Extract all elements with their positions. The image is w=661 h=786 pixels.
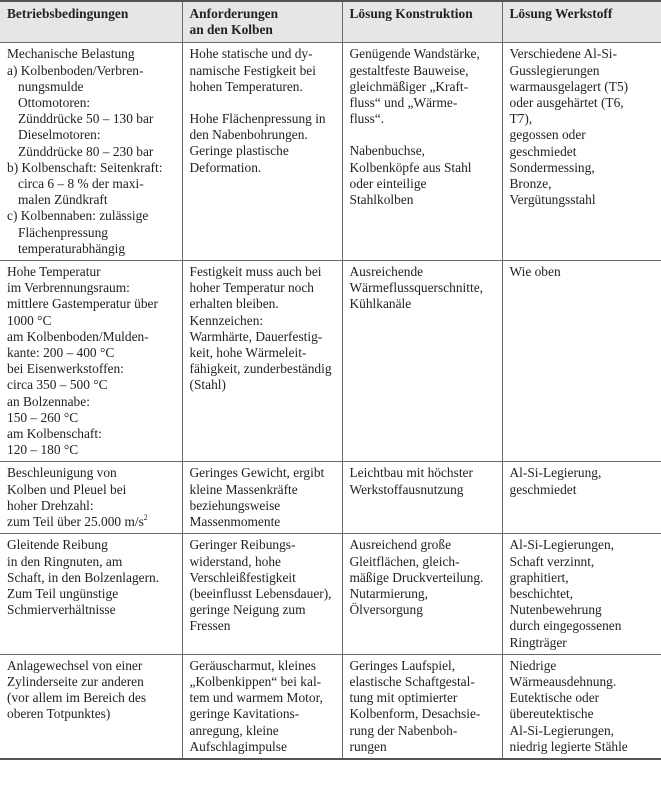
cell-line: Ausreichende — [349, 264, 424, 280]
cell-line: gestaltfeste Bauweise, — [349, 62, 469, 78]
cell-line: mäßige Druckverteilung. — [349, 569, 484, 585]
cell-line: Nabenbuchse, — [349, 143, 425, 159]
cell-line: oder einteilige — [349, 175, 427, 191]
cell-konstruktion — [342, 261, 502, 462]
cell-line: Ottomotoren: — [18, 95, 91, 111]
cell-line: Warmhärte, Dauerfestig- — [189, 328, 323, 344]
header-loesung-konstruktion — [342, 1, 502, 43]
cell-line: erhalten bleiben. — [189, 296, 279, 312]
cell-line: hohen Temperaturen. — [189, 78, 303, 94]
cell-line: übereutektische — [509, 706, 594, 722]
cell-line: Eutektische oder — [509, 690, 600, 706]
cell-konstruktion — [342, 654, 502, 759]
cell-line: Ölversorgung — [349, 602, 423, 618]
cell-line: in den Ringnuten, am — [7, 553, 123, 569]
cell-line: den Nabenbohrungen. — [189, 127, 308, 143]
cell-line: Al-Si-Legierung, — [509, 465, 602, 481]
cell-line: Leichtbau mit höchster — [349, 465, 473, 481]
cell-line: elastische Schaftgestal- — [349, 673, 475, 689]
cell-line: keit, hohe Wärmeleit- — [189, 345, 307, 361]
cell-line: durch eingegossenen — [509, 618, 622, 634]
cell-line: mittlere Gastemperatur über — [7, 296, 158, 312]
cell-line: Al-Si-Legierungen, — [509, 537, 614, 553]
cell-werkstoff — [502, 261, 661, 462]
cell-line: T7), — [509, 111, 533, 127]
header-row — [0, 1, 661, 43]
cell-line: gegossen oder — [509, 127, 586, 143]
table-row-beschleunigung — [0, 462, 661, 534]
cell-bedingungen — [0, 261, 182, 462]
cell-line: im Verbrennungsraum: — [7, 280, 130, 296]
cell-line: gleichmäßiger „Kraft- — [349, 78, 469, 94]
cell-line: fluss“. — [349, 111, 385, 127]
cell-line: geschmiedet — [509, 143, 577, 159]
cell-line: Genügende Wandstärke, — [349, 46, 480, 62]
cell-line: Hohe Temperatur — [7, 264, 101, 280]
cell-line: Kolben und Pleuel bei — [7, 481, 127, 497]
cell-line: Kennzeichen: — [189, 312, 264, 328]
cell-line: hoher Temperatur noch — [189, 280, 314, 296]
cell-werkstoff — [502, 462, 661, 534]
cell-line: Wärmeflussquerschnitte, — [349, 280, 483, 296]
cell-line: malen Zündkraft — [18, 192, 108, 208]
cell-line: Ringträger — [509, 634, 567, 650]
header-anforderungen — [182, 1, 342, 43]
cell-line: (beeinflusst Lebensdauer), — [189, 585, 332, 601]
table-row-mechanische-belastung — [0, 43, 661, 261]
cell-line: geringe Kavitations- — [189, 706, 300, 722]
cell-line: am Kolbenboden/Mulden- — [7, 328, 149, 344]
cell-line: Mechanische Belastung — [7, 46, 135, 62]
cell-line: 1000 °C — [7, 312, 52, 328]
cell-line: circa 6 – 8 % der maxi- — [18, 176, 144, 192]
cell-line: oder ausgehärtet (T6, — [509, 95, 624, 111]
cell-line: Gleitflächen, gleich- — [349, 553, 460, 569]
cell-line: Gusslegierungen — [509, 62, 600, 78]
cell-line: Anforderungen — [189, 6, 279, 21]
cell-line: Geringes Gewicht, ergibt — [189, 465, 325, 481]
cell-line: Gleitende Reibung — [7, 537, 108, 553]
cell-werkstoff — [502, 654, 661, 759]
cell-line: Nutarmierung, — [349, 585, 428, 601]
cell-line: Flächenpressung — [18, 224, 108, 240]
header-betriebsbedingungen — [0, 1, 182, 43]
cell-anforderungen — [182, 43, 342, 261]
cell-line: Kolbenköpfe aus Stahl — [349, 159, 472, 175]
cell-anforderungen — [182, 534, 342, 654]
cell-line: rung der Nabenboh- — [349, 722, 458, 738]
cell-line: Hohe Flächenpressung in — [189, 111, 326, 127]
cell-line: Schaft, in den Bolzenlagern. — [7, 569, 160, 585]
cell-line: Kolbenform, Desachsie- — [349, 706, 481, 722]
cell-line: beziehungsweise — [189, 497, 281, 513]
cell-line: 120 – 180 °C — [7, 442, 79, 458]
cell-line — [350, 127, 497, 143]
cell-line: Zünddrücke 80 – 230 bar — [18, 143, 154, 159]
cell-line: fähigkeit, zunderbeständig — [189, 361, 332, 377]
cell-line: Zünddrücke 50 – 130 bar — [18, 111, 154, 127]
cell-line: kante: 200 – 400 °C — [7, 345, 115, 361]
cell-line: namische Festigkeit bei — [189, 62, 316, 78]
cell-line: 150 – 260 °C — [7, 409, 79, 425]
cell-line: Bronze, — [509, 176, 552, 192]
cell-line: Werkstoffausnutzung — [349, 481, 464, 497]
cell-werkstoff — [502, 43, 661, 261]
cell-line: geschmiedet — [509, 481, 577, 497]
cell-line: Wärmeausdehnung. — [509, 673, 617, 689]
cell-konstruktion — [342, 43, 502, 261]
cell-line — [190, 95, 337, 111]
cell-anforderungen — [182, 261, 342, 462]
cell-line: niedrig legierte Stähle — [509, 738, 628, 754]
cell-line: zum Teil über 25.000 $m/s^2$ — [7, 513, 148, 530]
cell-line: Massenmomente — [189, 514, 281, 530]
cell-line: Deformation. — [189, 159, 262, 175]
cell-line: bei Eisenwerkstoffen: — [7, 361, 124, 377]
cell-line: Anlagewechsel von einer — [7, 657, 143, 673]
cell-line: Geringe plastische — [189, 143, 289, 159]
cell-line: tung mit optimierter — [349, 690, 458, 706]
table-row-gleitende-reibung — [0, 534, 661, 654]
cell-line: Hohe statische und dy- — [189, 46, 313, 62]
cell-line: Fressen — [189, 618, 231, 634]
cell-line: Kühlkanäle — [349, 296, 412, 312]
cell-line: Schaft verzinnt, — [509, 553, 595, 569]
cell-bedingungen — [0, 654, 182, 759]
cell-line: Sondermessing, — [509, 159, 595, 175]
cell-line: graphitiert, — [509, 569, 569, 585]
cell-line: (vor allem im Bereich des — [7, 690, 147, 706]
cell-line: Lösung Konstruktion — [349, 6, 473, 21]
cell-line: Wie oben — [509, 264, 561, 280]
table-row-anlagewechsel — [0, 654, 661, 759]
cell-line: hoher Drehzahl: — [7, 497, 94, 513]
cell-line: Lösung Werkstoff — [509, 6, 613, 21]
cell-line: Beschleunigung von — [7, 465, 117, 481]
cell-line: Verschiedene Al-Si- — [509, 46, 617, 62]
cell-line: Verschleißfestigkeit — [189, 569, 296, 585]
cell-line: Betriebsbedingungen — [7, 6, 129, 21]
cell-line: Zylinderseite zur anderen — [7, 673, 144, 689]
cell-line: kleine Massenkräfte — [189, 481, 298, 497]
cell-line: temperaturabhängig — [18, 240, 126, 256]
cell-line: rungen — [349, 738, 387, 754]
cell-line: Niedrige — [509, 657, 557, 673]
cell-line: Zum Teil ungünstige — [7, 585, 119, 601]
cell-line: Stahlkolben — [349, 192, 414, 208]
cell-line: oberen Totpunktes) — [7, 706, 111, 722]
cell-line: anregung, kleine — [189, 722, 279, 738]
cell-line: an den Kolben — [189, 22, 273, 38]
cell-bedingungen — [0, 534, 182, 654]
cell-line: b) Kolbenschaft: Seitenkraft: — [7, 159, 163, 175]
cell-line: Schmierverhältnisse — [7, 602, 116, 618]
cell-line: beschichtet, — [509, 585, 574, 601]
cell-line: (Stahl) — [189, 377, 226, 393]
table-row-hohe-temperatur — [0, 261, 661, 462]
cell-line: a) Kolbenboden/Verbren- — [7, 62, 144, 78]
cell-line: Nutenbewehrung — [509, 602, 602, 618]
cell-line: Vergütungsstahl — [509, 192, 596, 208]
cell-line: Aufschlagimpulse — [189, 738, 287, 754]
cell-line: circa 350 – 500 °C — [7, 377, 108, 393]
cell-line: Geringer Reibungs- — [189, 537, 296, 553]
cell-line: widerstand, hohe — [189, 553, 281, 569]
cell-line: geringe Neigung zum — [189, 602, 306, 618]
cell-konstruktion — [342, 462, 502, 534]
cell-line: Ausreichend große — [349, 537, 452, 553]
cell-werkstoff — [502, 534, 661, 654]
cell-line: Al-Si-Legierungen, — [509, 722, 614, 738]
cell-bedingungen — [0, 462, 182, 534]
cell-line: an Bolzennabe: — [7, 393, 90, 409]
header-loesung-werkstoff — [502, 1, 661, 43]
cell-line: am Kolbenschaft: — [7, 426, 102, 442]
cell-line: Geringes Laufspiel, — [349, 657, 456, 673]
cell-line: warmausgelagert (T5) — [509, 78, 629, 94]
cell-line: c) Kolbennaben: zulässige — [7, 208, 149, 224]
cell-line: nungsmulde — [18, 78, 84, 94]
cell-bedingungen — [0, 43, 182, 261]
table-body — [0, 43, 661, 759]
cell-konstruktion — [342, 534, 502, 654]
cell-line: Dieselmotoren: — [18, 127, 101, 143]
cell-line: „Kolbenkippen“ bei kal- — [189, 673, 322, 689]
cell-line: tem und warmem Motor, — [189, 690, 323, 706]
cell-line: fluss“ und „Wärme- — [349, 95, 458, 111]
cell-line: Geräuscharmut, kleines — [189, 657, 316, 673]
cell-line: Festigkeit muss auch bei — [189, 264, 322, 280]
cell-anforderungen — [182, 462, 342, 534]
cell-anforderungen — [182, 654, 342, 759]
